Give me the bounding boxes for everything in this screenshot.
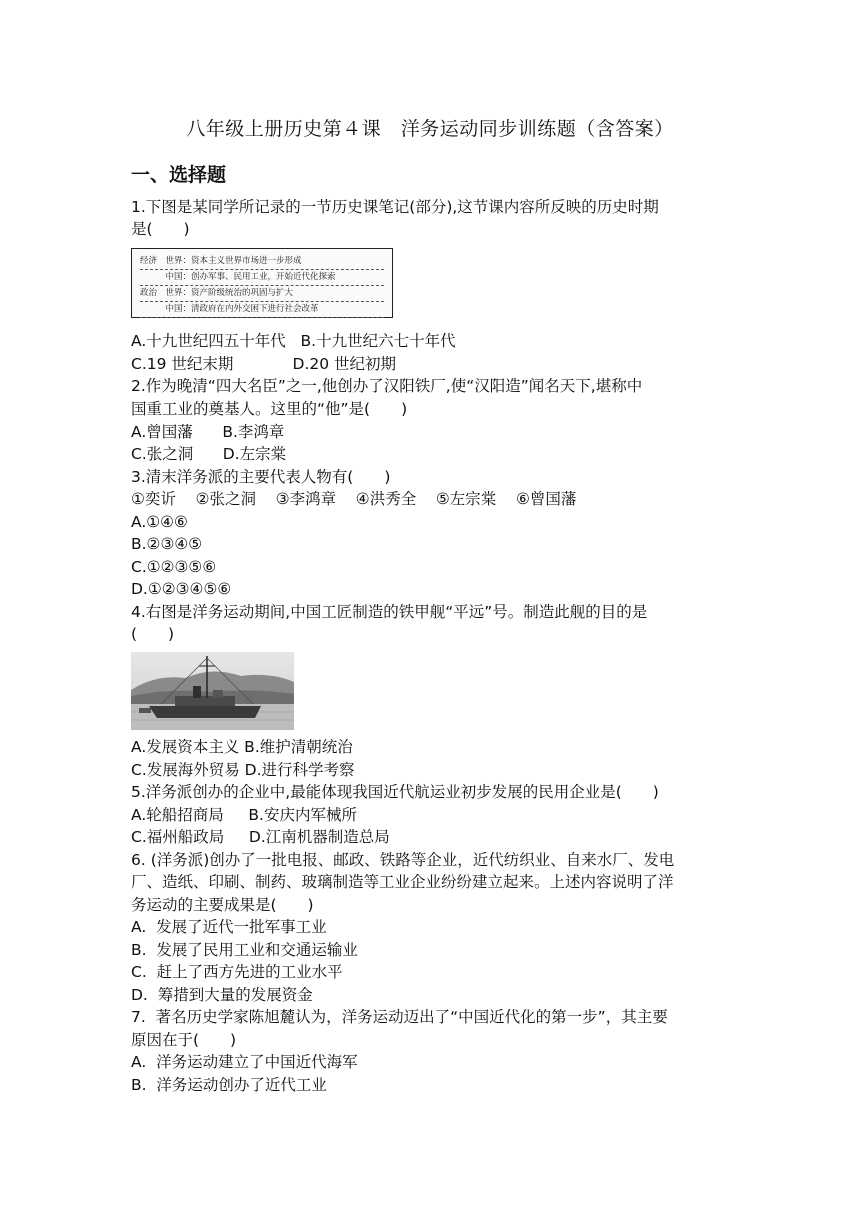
ironclad-ship-photo [131,652,294,730]
q2-options-row2: C.张之洞 D.左宗棠 [131,445,287,463]
q2-options-row1: A.曾国藩 B.李鸿章 [131,423,285,441]
section-heading: 一、选择题 [131,164,227,186]
q3-option-a: A.①④⑥ [131,513,188,531]
q3-option-b: B.②③④⑤ [131,535,203,553]
q6-stem-line3: 务运动的主要成果是( ) [131,896,314,914]
q6-option-b: B. 发展了民用工业和交通运输业 [131,941,358,959]
notes-row: 经济 世界：资本主义世界市场进一步形成 [140,254,384,270]
q5-options-row2: C.福州船政局 D.江南机器制造总局 [131,828,390,846]
q6-option-a: A. 发展了近代一批军事工业 [131,918,327,936]
q1-stem-line2: 是( ) [131,220,190,238]
notes-row: 中国：创办军事、民用工业，开始近代化探索 [140,270,384,286]
q6-stem-line1: 6. (洋务派)创办了一批电报、邮政、铁路等企业，近代纺织业、自来水厂、发电 [131,851,675,869]
q5-options-row1: A.轮船招商局 B.安庆内军械所 [131,806,357,824]
q6-option-c: C. 赶上了西方先进的工业水平 [131,963,343,981]
q4-options-row2: C.发展海外贸易 D.进行科学考察 [131,761,355,779]
q3-option-d: D.①②③④⑤⑥ [131,580,232,598]
q7-stem-line1: 7. 著名历史学家陈旭麓认为，洋务运动迈出了“中国近代化的第一步”，其主要 [131,1008,668,1026]
q5-stem-line1: 5.洋务派创办的企业中,最能体现我国近代航运业初步发展的民用企业是( ) [131,783,659,801]
q4-stem-line1: 4.右图是洋务运动期间,中国工匠制造的铁甲舰“平远”号。制造此舰的目的是 [131,603,648,621]
q2-stem-line1: 2.作为晚清“四大名臣”之一,他创办了汉阳铁厂,使“汉阳造”闻名天下,堪称中 [131,377,643,395]
q1-options-row1: A.十九世纪四五十年代 B.十九世纪六七十年代 [131,332,456,350]
q4-stem-line2: ( ) [131,625,175,643]
q3-option-c: C.①②③⑤⑥ [131,558,217,576]
q7-option-b: B. 洋务运动创办了近代工业 [131,1076,327,1094]
q6-stem-line2: 厂、造纸、印刷、制药、玻璃制造等工业企业纷纷建立起来。上述内容说明了洋 [131,873,674,891]
q6-option-d: D. 筹措到大量的发展资金 [131,986,313,1004]
class-notes-image [131,248,393,318]
q2-stem-line2: 国重工业的奠基人。这里的“他”是( ) [131,400,408,418]
q1-options-row2: C.19 世纪末期 D.20 世纪初期 [131,355,397,373]
notes-row: 政治 世界：资产阶级统治的巩固与扩大 [140,286,384,302]
q7-stem-line2: 原因在于( ) [131,1031,237,1049]
q4-options-row1: A.发展资本主义 B.维护清朝统治 [131,738,353,756]
document-title: 八年级上册历史第４课 洋务运动同步训练题（含答案） [186,118,674,140]
q3-stem-line1: 3.清末洋务派的主要代表人物有( ) [131,468,391,486]
notes-row: 中国：清政府在内外交困下进行社会改革 [140,302,384,318]
q7-option-a: A. 洋务运动建立了中国近代海军 [131,1053,358,1071]
q1-stem-line1: 1.下图是某同学所记录的一节历史课笔记(部分),这节课内容所反映的历史时期 [131,198,659,216]
q3-stem-line2: ①奕䜣 ②张之洞 ③李鸿章 ④洪秀全 ⑤左宗棠 ⑥曾国藩 [131,490,577,508]
